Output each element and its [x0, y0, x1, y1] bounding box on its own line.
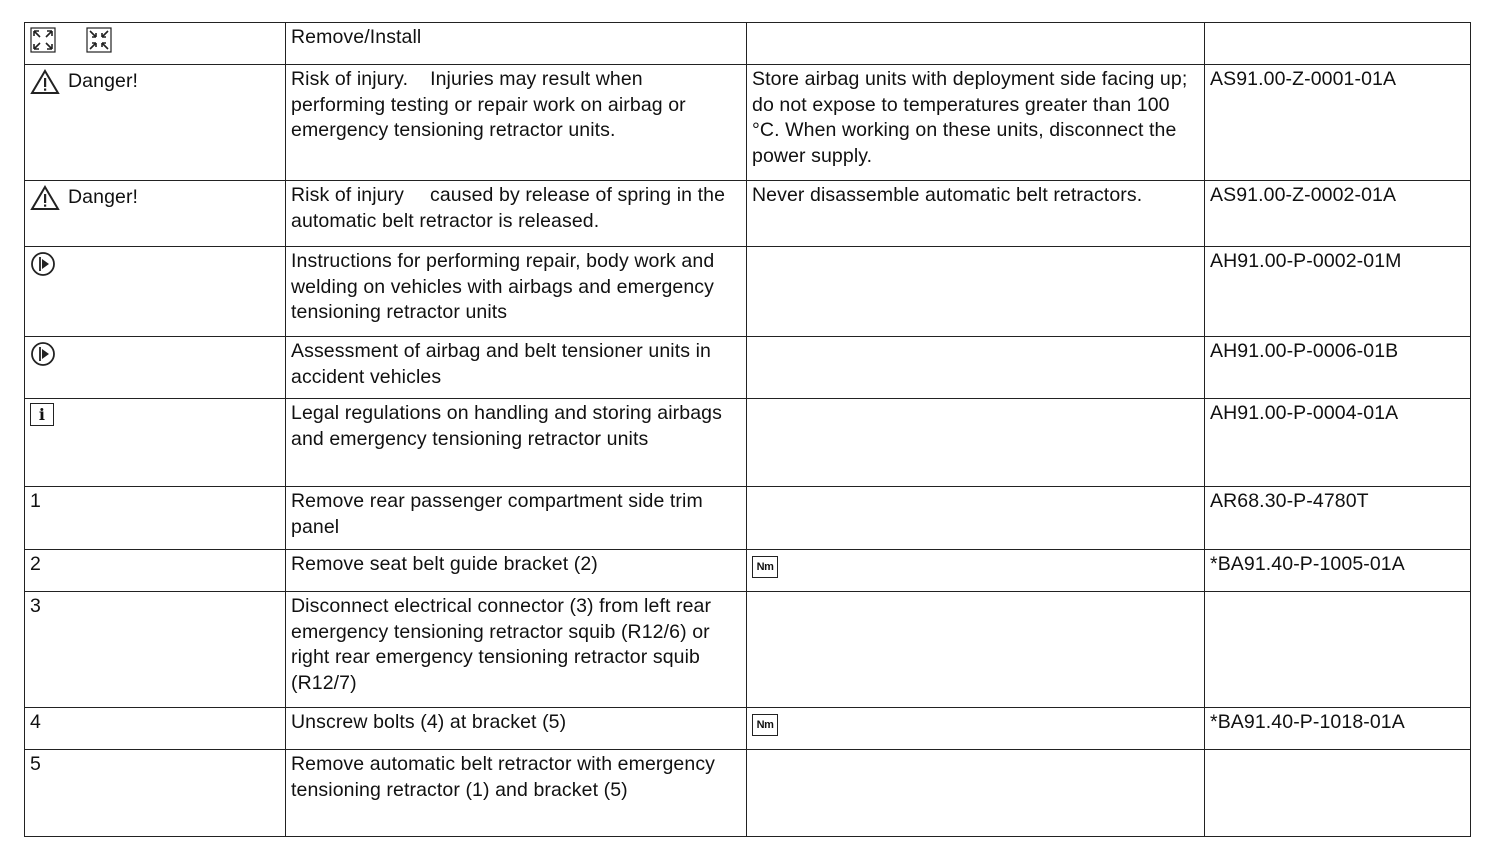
- procedure-table: [24, 22, 1471, 837]
- table-row: [25, 487, 1471, 550]
- warning-triangle-icon: [30, 185, 60, 219]
- expand-icon[interactable]: [30, 27, 56, 61]
- instruction-text: Unscrew bolts (4) at bracket (5): [286, 708, 747, 750]
- header-empty-4: [1205, 23, 1471, 65]
- icon-cell: [25, 399, 286, 487]
- instruction-text: Remove seat belt guide bracket (2): [286, 550, 747, 592]
- note-empty: [747, 487, 1205, 550]
- step-number: 1: [25, 487, 286, 550]
- note-empty: [747, 592, 1205, 708]
- table-row: [25, 247, 1471, 337]
- table-row: [25, 592, 1471, 708]
- info-icon[interactable]: i: [30, 403, 54, 426]
- table-row: [25, 550, 1471, 592]
- risk-detail: Injuries may result when performing testing or repair work on airbag or emergency tensioning retractor units.: [291, 68, 686, 141]
- table-row: [25, 708, 1471, 750]
- danger-label: Danger!: [68, 70, 139, 92]
- instruction-text: [286, 65, 747, 181]
- header-row: [25, 23, 1471, 65]
- reference-link[interactable]: AH91.00-P-0004-01A: [1205, 399, 1471, 487]
- header-icons-cell: [25, 23, 286, 65]
- step-number: 2: [25, 550, 286, 592]
- reference-link[interactable]: *BA91.40-P-1018-01A: [1205, 708, 1471, 750]
- reference-empty: [1205, 592, 1471, 708]
- icon-cell: [25, 337, 286, 399]
- icon-cell: [25, 247, 286, 337]
- reference-link[interactable]: AH91.00-P-0006-01B: [1205, 337, 1471, 399]
- note-empty: [747, 750, 1205, 837]
- collapse-icon[interactable]: [86, 27, 112, 61]
- note-empty: [747, 247, 1205, 337]
- table-row: [25, 399, 1471, 487]
- repair-instruction-icon[interactable]: [30, 341, 56, 375]
- reference-link[interactable]: *BA91.40-P-1005-01A: [1205, 550, 1471, 592]
- reference-link[interactable]: AS91.00-Z-0002-01A: [1205, 181, 1471, 247]
- instruction-text: Legal regulations on handling and storing airbags and emergency tensioning retractor units: [286, 399, 747, 487]
- header-empty-3: [747, 23, 1205, 65]
- header-title: Remove/Install: [286, 23, 747, 65]
- warning-triangle-icon: [30, 69, 60, 103]
- torque-icon[interactable]: Nm: [752, 556, 778, 578]
- step-number: 3: [25, 592, 286, 708]
- note-empty: [747, 399, 1205, 487]
- table-row: [25, 181, 1471, 247]
- repair-instruction-icon[interactable]: [30, 251, 56, 285]
- table-row: [25, 337, 1471, 399]
- instruction-text: Remove rear passenger compartment side trim panel: [286, 487, 747, 550]
- instruction-text: Disconnect electrical connector (3) from left rear emergency tensioning retractor squib (R12/6) or right rear emergency tensioning retractor squib (R12/7): [286, 592, 747, 708]
- instruction-text: Remove automatic belt retractor with emergency tensioning retractor (1) and bracket (5): [286, 750, 747, 837]
- risk-heading: Risk of injury.: [291, 68, 409, 90]
- note-text: Store airbag units with deployment side facing up; do not expose to temperatures greater than 100 °C. When working on these units, disconnect the power supply.: [747, 65, 1205, 181]
- note-text: Never disassemble automatic belt retractors.: [747, 181, 1205, 247]
- reference-link[interactable]: AS91.00-Z-0001-01A: [1205, 65, 1471, 181]
- table-row: [25, 750, 1471, 837]
- risk-heading: Risk of injury: [291, 184, 405, 206]
- reference-link[interactable]: AH91.00-P-0002-01M: [1205, 247, 1471, 337]
- reference-empty: [1205, 750, 1471, 837]
- warning-cell: [25, 181, 286, 247]
- table-row: [25, 65, 1471, 181]
- note-empty: [747, 337, 1205, 399]
- reference-link[interactable]: AR68.30-P-4780T: [1205, 487, 1471, 550]
- step-number: 5: [25, 750, 286, 837]
- step-number: 4: [25, 708, 286, 750]
- warning-cell: [25, 65, 286, 181]
- danger-label: Danger!: [68, 186, 139, 208]
- torque-icon[interactable]: Nm: [752, 714, 778, 736]
- instruction-text: [286, 181, 747, 247]
- instruction-text: Assessment of airbag and belt tensioner units in accident vehicles: [286, 337, 747, 399]
- instruction-text: Instructions for performing repair, body work and welding on vehicles with airbags and emergency tensioning retractor units: [286, 247, 747, 337]
- risk-detail: caused by release of spring in the automatic belt retractor is released.: [291, 184, 726, 232]
- torque-cell: [747, 550, 1205, 592]
- torque-cell: [747, 708, 1205, 750]
